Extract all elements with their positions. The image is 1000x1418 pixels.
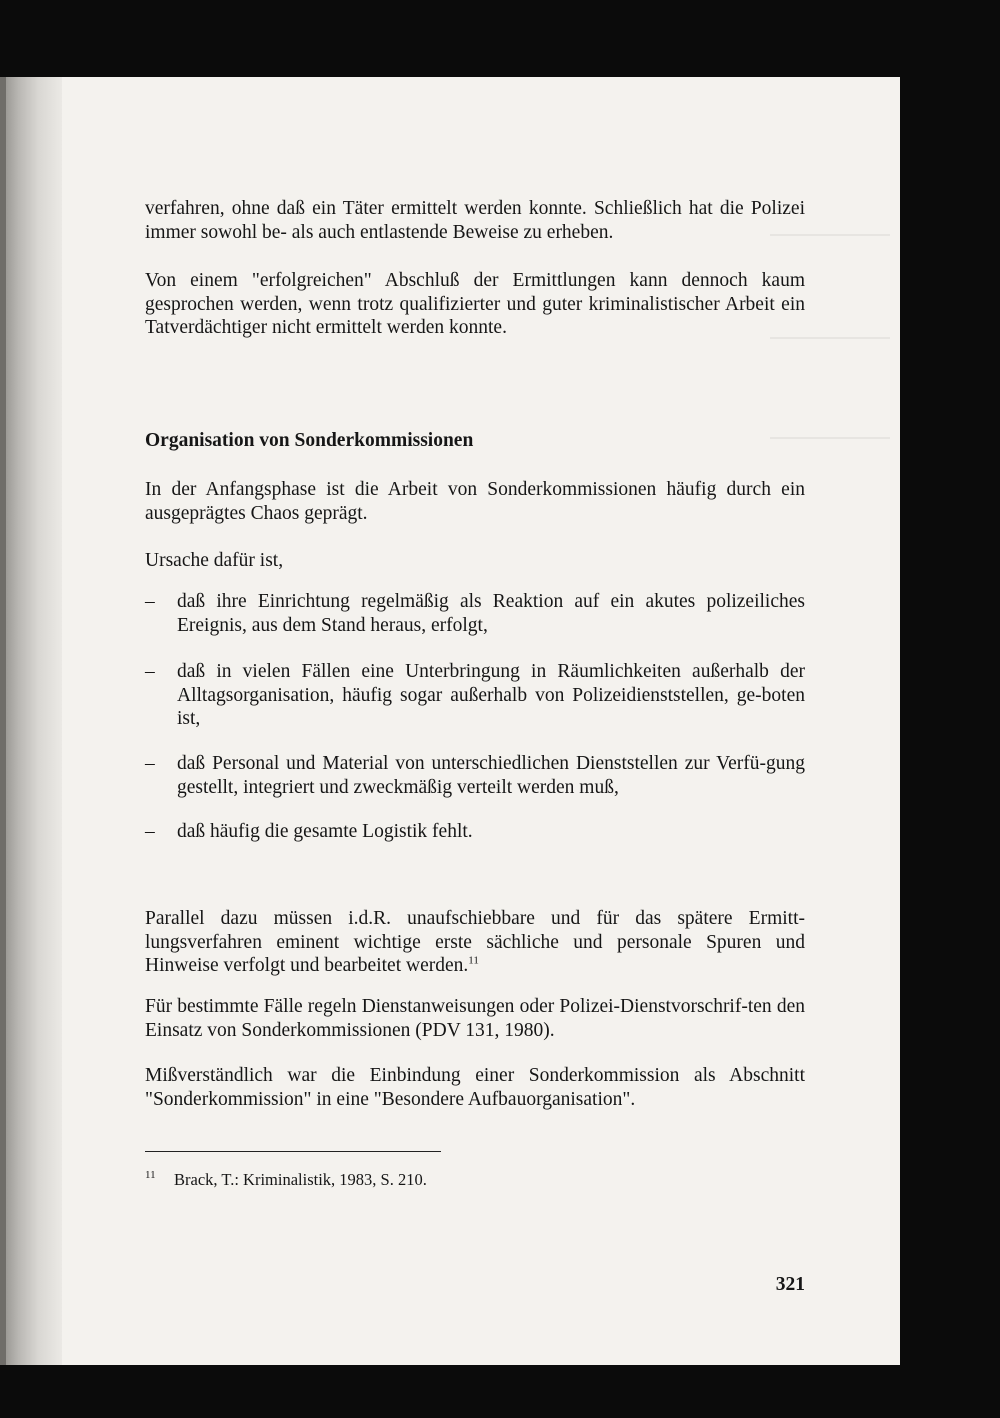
paragraph-1: verfahren, ohne daß ein Täter ermittelt werden konnte. Schließlich hat die Polizei immer sowohl be- als auch entlastende Beweise zu erheben. bbox=[145, 198, 805, 243]
list-item-text: daß häufig die gesamte Logistik fehlt. bbox=[177, 821, 473, 842]
paragraph-2: Von einem "erfolgreichen" Abschluß der Ermittlungen kann dennoch kaum gesprochen werden, wenn trotz qualifizierter und guter kriminalistischer Arbeit ein Tatverdächtiger nicht ermittelt werden konnte. bbox=[145, 270, 805, 338]
book-spine-edge bbox=[0, 77, 6, 1365]
book-page bbox=[0, 77, 900, 1365]
paragraph-6: Für bestimmte Fälle regeln Dienstanweisungen oder Polizei-Dienstvorschrif-ten den Einsatz von Sonderkommissionen (PDV 131, 1980). bbox=[145, 996, 805, 1041]
page-number: 321 bbox=[775, 1274, 805, 1295]
paragraph-4: Ursache dafür ist, bbox=[145, 550, 284, 571]
footnote-reference: 11 bbox=[468, 954, 479, 967]
footnote-text: Brack, T.: Kriminalistik, 1983, S. 210. bbox=[174, 1170, 427, 1189]
book-gutter-shadow bbox=[0, 77, 62, 1365]
bleed-through-mark bbox=[770, 437, 890, 439]
paragraph-5 bbox=[145, 907, 805, 978]
bullet-dash: – bbox=[145, 661, 155, 682]
list-item-text: daß ihre Einrichtung regelmäßig als Reaktion auf ein akutes polizeiliches Ereignis, aus dem Stand heraus, erfolgt, bbox=[177, 591, 805, 636]
paragraph-7: Mißverständlich war die Einbindung einer Sonderkommission als Abschnitt "Sonderkommission" in eine "Besondere Aufbauorganisation". bbox=[145, 1065, 805, 1110]
footnote-separator bbox=[145, 1151, 441, 1152]
footnote-number: 11 bbox=[145, 1169, 156, 1181]
list-item-text: daß Personal und Material von unterschiedlichen Dienststellen zur Verfü-gung gestellt, integriert und zweckmäßig verteilt werden muß, bbox=[177, 753, 805, 798]
bullet-dash: – bbox=[145, 753, 155, 774]
list-item-text: daß in vielen Fällen eine Unterbringung in Räumlichkeiten außerhalb der Alltagsorganisation, häufig sogar außerhalb von Polizeidienststellen, ge-boten ist, bbox=[177, 661, 805, 729]
paragraph-5-text: Parallel dazu müssen i.d.R. unaufschiebbare und für das spätere Ermitt-lungsverfahren eminent wichtige erste sächliche und personale Spuren und Hinweise verfolgt und bearbeitet werden. bbox=[145, 908, 805, 976]
bullet-dash: – bbox=[145, 821, 155, 842]
bullet-dash: – bbox=[145, 591, 155, 612]
section-heading: Organisation von Sonderkommissionen bbox=[145, 430, 474, 451]
paragraph-3: In der Anfangsphase ist die Arbeit von Sonderkommissionen häufig durch ein ausgeprägtes Chaos geprägt. bbox=[145, 479, 805, 524]
